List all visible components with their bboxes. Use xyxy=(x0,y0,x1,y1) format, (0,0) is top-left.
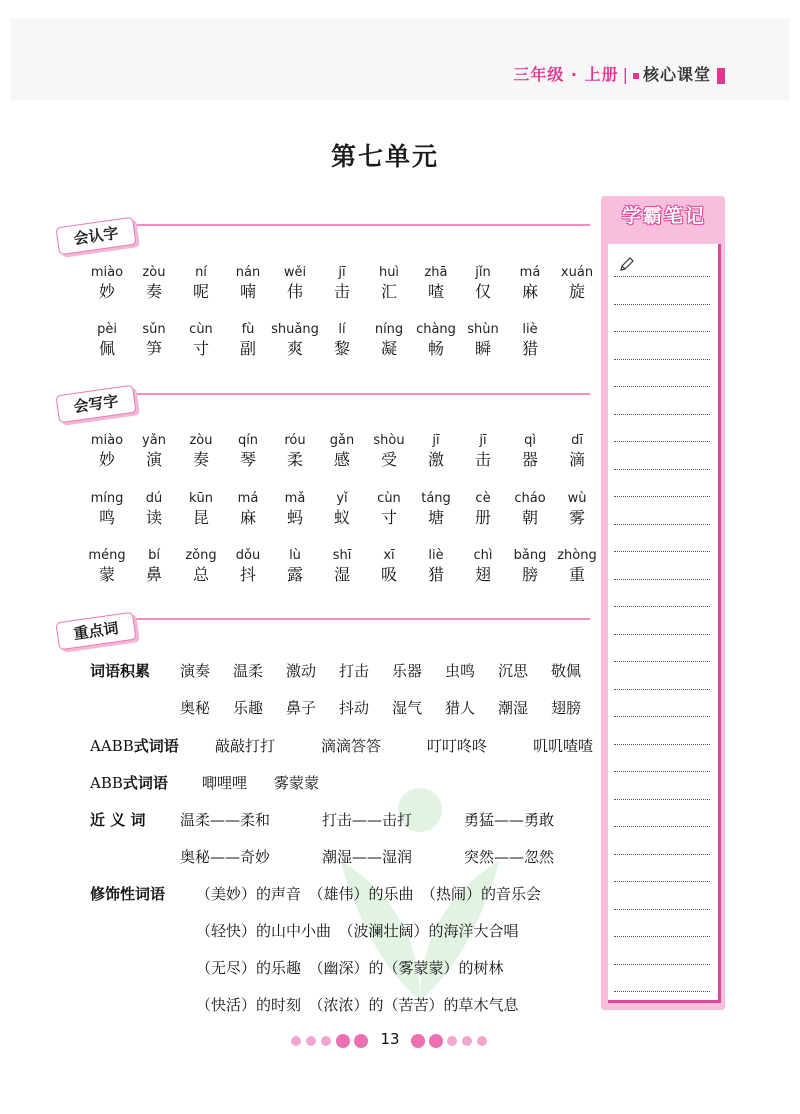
hanzi: 猎 xyxy=(427,565,444,584)
pinyin: zǒng xyxy=(185,548,217,563)
hanzi: 湿 xyxy=(333,565,350,584)
modifier-line: （快活）的时刻 （浓浓）的（苦苦）的草木气息 xyxy=(196,996,519,1014)
pinyin: fù xyxy=(241,322,255,337)
pinyin: kūn xyxy=(188,491,213,506)
vocab-word: 演奏 xyxy=(180,662,211,680)
pinyin: mǎ xyxy=(284,491,306,506)
pinyin: níng xyxy=(374,322,404,337)
notes-line xyxy=(614,826,710,827)
pinyin: méng xyxy=(88,548,126,563)
pinyin: chì xyxy=(473,548,493,563)
char-row xyxy=(78,433,608,477)
char-cell xyxy=(548,491,606,529)
page-number: 13 xyxy=(380,1030,400,1048)
hanzi: 麻 xyxy=(521,282,538,301)
notes-line xyxy=(614,661,710,662)
vocab-word: 滴滴答答 xyxy=(321,737,382,755)
header-title: 三年级 · 上册 | 核心课堂 xyxy=(513,62,725,85)
pinyin: qín xyxy=(237,433,259,448)
vocab-word: 叽叽喳喳 xyxy=(533,737,594,755)
char-cell xyxy=(548,548,606,586)
square-bullet-icon xyxy=(633,73,639,79)
hanzi: 抖 xyxy=(239,565,256,584)
notes-line xyxy=(614,524,710,525)
section-tag-write: 会写字 xyxy=(55,385,136,424)
notes-line xyxy=(614,991,710,992)
vocab-word: 雾蒙蒙 xyxy=(274,774,320,792)
page-footer xyxy=(0,1030,800,1053)
hanzi: 妙 xyxy=(98,450,115,469)
vocab-word: 打击——击打 xyxy=(322,811,413,829)
hanzi: 柔 xyxy=(286,450,303,469)
hanzi: 翅 xyxy=(474,565,491,584)
vocab-label-modifier: 修饰性词语 xyxy=(90,885,166,903)
hanzi: 昆 xyxy=(192,508,209,527)
hanzi: 黎 xyxy=(333,339,350,358)
hanzi: 演 xyxy=(145,450,162,469)
hanzi: 畅 xyxy=(427,339,444,358)
vocab-word: 抖动 xyxy=(339,699,370,717)
hanzi: 旋 xyxy=(568,282,585,301)
hanzi: 爽 xyxy=(286,339,303,358)
footer-dot-icon xyxy=(411,1034,425,1048)
pinyin: miào xyxy=(90,265,124,280)
footer-dot-icon xyxy=(429,1034,443,1048)
hanzi: 蚂 xyxy=(286,508,303,527)
pinyin: jī xyxy=(479,433,487,448)
hanzi: 蚁 xyxy=(333,508,350,527)
pinyin: yǎn xyxy=(142,433,166,448)
hanzi: 塘 xyxy=(427,508,444,527)
section-divider xyxy=(135,393,590,395)
hanzi: 琴 xyxy=(239,450,256,469)
bar-marker-icon xyxy=(717,68,725,84)
vocab-word: 奥秘 xyxy=(180,699,211,717)
footer-dot-icon xyxy=(321,1036,331,1046)
notes-line xyxy=(614,469,710,470)
hanzi: 蒙 xyxy=(98,565,115,584)
label-cn: 式词语 xyxy=(122,774,168,792)
char-cell xyxy=(501,322,559,360)
pinyin: zòu xyxy=(142,265,166,280)
header-band xyxy=(10,18,790,100)
notes-line xyxy=(614,551,710,552)
notes-line xyxy=(614,854,710,855)
vocab-word: 翅膀 xyxy=(551,699,582,717)
modifier-line: （轻快）的山中小曲 （波澜壮阔）的海洋大合唱 xyxy=(196,922,519,940)
notes-line xyxy=(614,441,710,442)
vocab-word: 激动 xyxy=(286,662,317,680)
pinyin: jī xyxy=(338,265,346,280)
footer-dot-icon xyxy=(306,1036,316,1046)
vocab-word: 乐器 xyxy=(392,662,423,680)
pinyin: jǐn xyxy=(475,265,491,280)
notes-line xyxy=(614,414,710,415)
vocab-word: 勇猛——勇敢 xyxy=(464,811,555,829)
hanzi: 读 xyxy=(145,508,162,527)
char-cell xyxy=(548,265,606,303)
pinyin: nán xyxy=(235,265,261,280)
pinyin: pèi xyxy=(97,322,117,337)
hanzi: 寸 xyxy=(380,508,397,527)
notes-line xyxy=(614,386,710,387)
hanzi: 麻 xyxy=(239,508,256,527)
section-tag-read: 会认字 xyxy=(55,217,136,256)
notes-line xyxy=(614,744,710,745)
notes-line xyxy=(614,634,710,635)
pinyin: bí xyxy=(148,548,160,563)
pinyin: cùn xyxy=(189,322,213,337)
vocab-word: 乐趣 xyxy=(233,699,264,717)
hanzi: 滴 xyxy=(568,450,585,469)
vocab-word: 潮湿 xyxy=(498,699,529,717)
footer-dot-icon xyxy=(477,1036,487,1046)
footer-dot-icon xyxy=(354,1034,368,1048)
notes-line xyxy=(614,496,710,497)
pinyin: zòu xyxy=(189,433,213,448)
modifier-line: （美妙）的声音 （雄伟）的乐曲 （热闹）的音乐会 xyxy=(196,885,542,903)
notes-line xyxy=(614,799,710,800)
vocab-word: 敲敲打打 xyxy=(215,737,276,755)
vocab-word: 温柔 xyxy=(233,662,264,680)
pinyin: ní xyxy=(195,265,207,280)
pinyin: cháo xyxy=(514,491,546,506)
footer-dot-icon xyxy=(336,1034,350,1048)
hanzi: 寸 xyxy=(192,339,209,358)
label-cn: 式词语 xyxy=(133,737,179,755)
hanzi: 激 xyxy=(427,450,444,469)
vocab-word: 温柔——柔和 xyxy=(180,811,271,829)
hanzi: 感 xyxy=(333,450,350,469)
hanzi: 册 xyxy=(474,508,491,527)
label-latin: AABB xyxy=(90,737,134,755)
pinyin: yǐ xyxy=(336,491,348,506)
hanzi: 吸 xyxy=(380,565,397,584)
hanzi: 击 xyxy=(333,282,350,301)
pinyin: róu xyxy=(284,433,306,448)
notes-line xyxy=(614,331,710,332)
notes-line xyxy=(614,359,710,360)
hanzi: 鼻 xyxy=(145,565,162,584)
hanzi: 重 xyxy=(568,565,585,584)
modifier-line: （无尽）的乐趣 （幽深）的（雾蒙蒙）的树林 xyxy=(196,959,504,977)
pinyin: cè xyxy=(475,491,491,506)
hanzi: 佩 xyxy=(98,339,115,358)
pencil-icon xyxy=(619,256,635,272)
hanzi: 露 xyxy=(286,565,303,584)
pinyin: zhā xyxy=(424,265,448,280)
hanzi: 凝 xyxy=(380,339,397,358)
pinyin: chàng xyxy=(416,322,456,337)
vocab-word: 突然——忽然 xyxy=(464,848,555,866)
hanzi: 猎 xyxy=(521,339,538,358)
vocab-label-synonym: 近 义 词 xyxy=(90,811,146,829)
notes-line xyxy=(614,689,710,690)
pinyin: xuán xyxy=(560,265,594,280)
vocab-word: 奥秘——奇妙 xyxy=(180,848,271,866)
vocab-word: 猎人 xyxy=(445,699,476,717)
hanzi: 汇 xyxy=(380,282,397,301)
unit-title: 第七单元 xyxy=(330,142,439,171)
vocab-label-aabb xyxy=(90,735,179,756)
char-row xyxy=(78,322,608,366)
hanzi: 器 xyxy=(521,450,538,469)
section-divider xyxy=(135,618,590,620)
notes-line xyxy=(614,606,710,607)
vocab-label-abb xyxy=(90,772,168,793)
pinyin: dǒu xyxy=(235,548,261,563)
footer-dot-icon xyxy=(462,1036,472,1046)
hanzi: 击 xyxy=(474,450,491,469)
pinyin: sǔn xyxy=(142,322,166,337)
footer-dot-icon xyxy=(291,1036,301,1046)
vocab-word: 潮湿——湿润 xyxy=(322,848,413,866)
pinyin: shùn xyxy=(467,322,499,337)
hanzi: 呢 xyxy=(192,282,209,301)
hanzi: 奏 xyxy=(192,450,209,469)
label-latin: ABB xyxy=(90,774,123,792)
pinyin: xī xyxy=(383,548,395,563)
char-row xyxy=(78,265,608,309)
vocab-word: 湿气 xyxy=(392,699,423,717)
vocab-word: 敬佩 xyxy=(551,662,582,680)
pinyin: dú xyxy=(145,491,163,506)
pinyin: cùn xyxy=(377,491,401,506)
char-row xyxy=(78,491,608,535)
hanzi: 笋 xyxy=(145,339,162,358)
notes-line xyxy=(614,964,710,965)
pinyin: bǎng xyxy=(513,548,547,563)
notes-line xyxy=(614,276,710,277)
pinyin: má xyxy=(519,265,541,280)
hanzi: 副 xyxy=(239,339,256,358)
vocab-word: 唧哩哩 xyxy=(202,774,248,792)
vocab-word: 鼻子 xyxy=(286,699,317,717)
hanzi: 膀 xyxy=(521,565,538,584)
pinyin: qì xyxy=(524,433,536,448)
section-label: 核心课堂 xyxy=(642,65,711,84)
hanzi: 总 xyxy=(192,565,209,584)
notes-line xyxy=(614,304,710,305)
pinyin: jī xyxy=(432,433,440,448)
pinyin: gǎn xyxy=(329,433,355,448)
hanzi: 喳 xyxy=(427,282,444,301)
hanzi: 喃 xyxy=(239,282,256,301)
hanzi: 奏 xyxy=(145,282,162,301)
notes-line xyxy=(614,881,710,882)
pinyin: huì xyxy=(378,265,400,280)
section-tag-key: 重点词 xyxy=(55,612,136,651)
hanzi: 雾 xyxy=(568,508,585,527)
pinyin: shī xyxy=(332,548,352,563)
pinyin: táng xyxy=(421,491,451,506)
pinyin: wěi xyxy=(283,265,307,280)
pinyin: míng xyxy=(90,491,124,506)
vocab-word: 打击 xyxy=(339,662,370,680)
pinyin: miào xyxy=(90,433,124,448)
notes-line xyxy=(614,579,710,580)
hanzi: 受 xyxy=(380,450,397,469)
char-row xyxy=(78,548,608,592)
pinyin: zhòng xyxy=(557,548,597,563)
pinyin: lù xyxy=(289,548,301,563)
pinyin: má xyxy=(237,491,259,506)
footer-dot-icon xyxy=(447,1036,457,1046)
pinyin: dī xyxy=(571,433,583,448)
hanzi: 伟 xyxy=(286,282,303,301)
pinyin: liè xyxy=(428,548,444,563)
vocab-word: 沉思 xyxy=(498,662,529,680)
notes-line xyxy=(614,771,710,772)
vocab-word: 虫鸣 xyxy=(445,662,476,680)
hanzi: 朝 xyxy=(521,508,538,527)
hanzi: 鸣 xyxy=(98,508,115,527)
grade-label: 三年级 · 上册 xyxy=(513,65,619,84)
notes-line xyxy=(614,909,710,910)
hanzi: 妙 xyxy=(98,282,115,301)
hanzi: 瞬 xyxy=(474,339,491,358)
notes-line xyxy=(614,936,710,937)
pinyin: shòu xyxy=(373,433,405,448)
pinyin: lí xyxy=(338,322,346,337)
pinyin: liè xyxy=(522,322,538,337)
notes-line xyxy=(614,716,710,717)
hanzi: 仅 xyxy=(474,282,491,301)
vocab-word: 叮叮咚咚 xyxy=(427,737,488,755)
pinyin: shuǎng xyxy=(271,322,319,337)
notes-title: 学霸笔记 xyxy=(621,205,706,227)
pinyin: wù xyxy=(567,491,587,506)
vocab-label-accumulate: 词语积累 xyxy=(90,662,151,680)
section-divider xyxy=(135,224,590,226)
